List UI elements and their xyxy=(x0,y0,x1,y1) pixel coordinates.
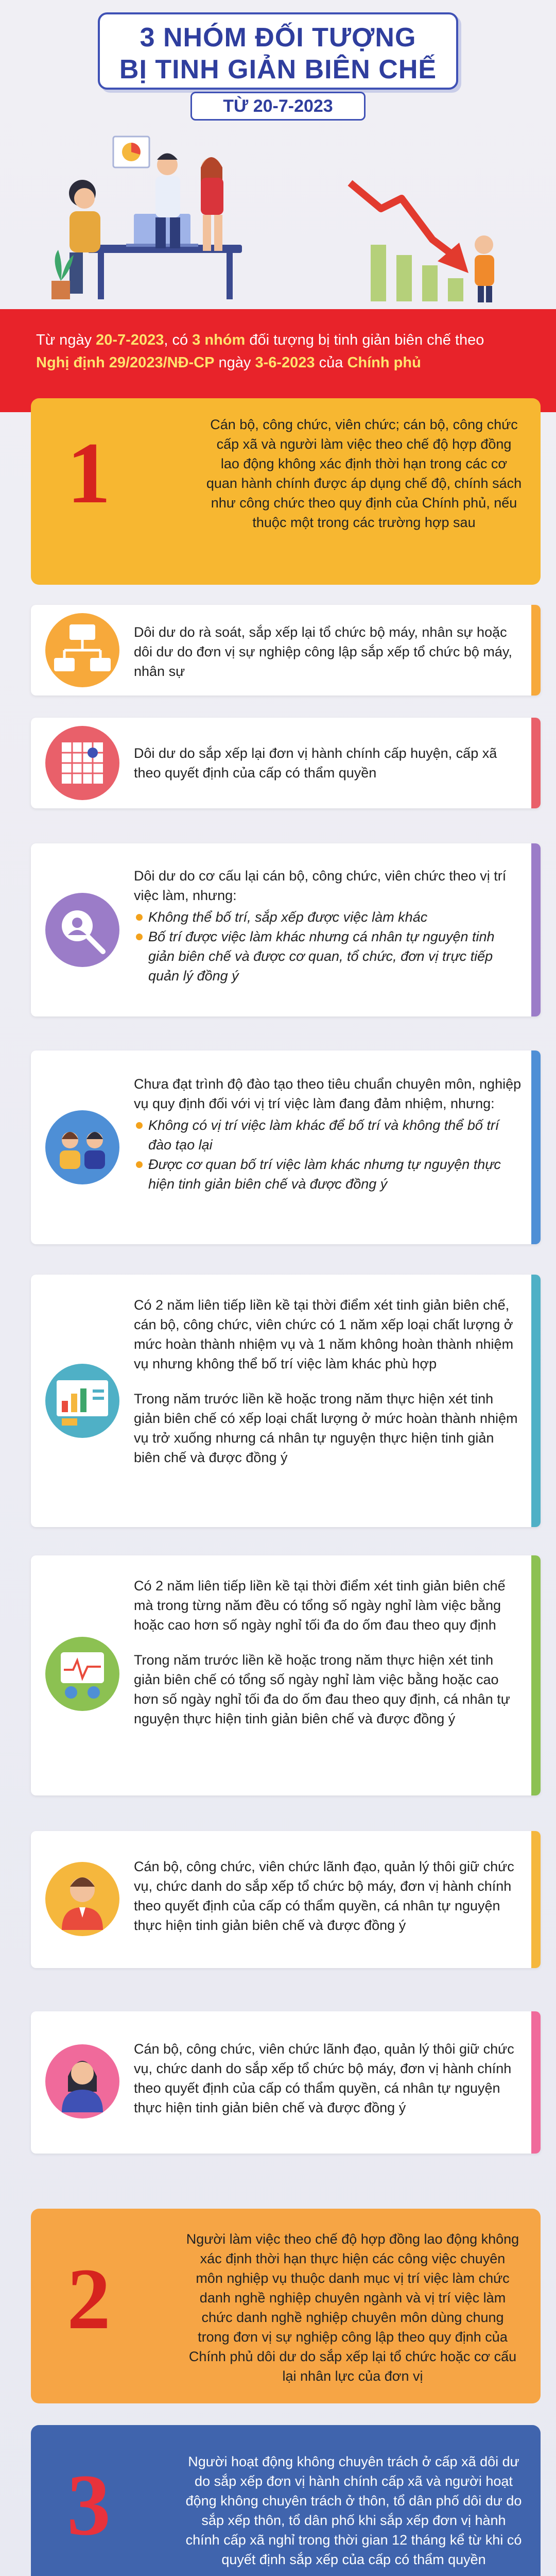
case-body xyxy=(134,1074,523,1194)
case-text: Dôi dư do rà soát, sắp xếp lại tổ chức bộ máy, nhân sự hoặc dôi dư do đơn vị sự nghiệp công lập sắp xếp tổ chức bộ máy, nhân sự xyxy=(134,624,512,679)
card-tab xyxy=(531,1831,541,1968)
case-card-8 xyxy=(31,2011,541,2154)
intro-text: của xyxy=(315,354,348,371)
group-1-card xyxy=(31,398,541,585)
case-body xyxy=(134,1576,523,1728)
group-number: 3 xyxy=(67,2456,111,2553)
card-tab xyxy=(531,1555,541,1795)
intro-text: , có xyxy=(164,332,193,348)
header xyxy=(0,0,556,309)
group-text: Người làm việc theo chế độ hợp đồng lao động không xác định thời hạn thực hiện các công việc chuyên môn nghiệp vụ thuộc danh mục vị trí việc làm chức danh nghề nghiệp chuyên ngành và vị trí việc làm chức danh nghề nghiệp chuyên môn dùng chung trong đơn vị sự nghiệp công lập theo quy định của Chính phủ dôi dư do sắp xếp lại tổ chức hoặc cơ cấu lại nhân lực của đơn vị xyxy=(186,2231,519,2384)
intro-date-highlight: 20-7-2023 xyxy=(96,332,164,348)
case-text: Chưa đạt trình độ đào tạo theo tiêu chuẩn chuyên môn, nghiệp vụ quy định đối với vị trí việc làm đang đảm nhiệm, nhưng: xyxy=(134,1076,522,1111)
card-tab xyxy=(531,1050,541,1244)
intro-text: đối tượng bị tinh giản biên chế theo xyxy=(245,332,484,348)
group-2-card xyxy=(31,2209,541,2403)
job-search-icon xyxy=(41,889,124,971)
case-card-1 xyxy=(31,605,541,696)
group-number: 2 xyxy=(67,2250,111,2347)
case-text: Dôi dư do sắp xếp lại đơn vị hành chính cấp huyện, cấp xã theo quyết định của cấp có thẩm quyền xyxy=(134,745,497,781)
bullet-item: Không thể bố trí, sắp xếp được việc làm khác xyxy=(134,907,523,927)
card-tab xyxy=(531,718,541,808)
bullet-item: Bố trí được việc làm khác nhưng cá nhân tự nguyện tinh giản biên chế và được cơ quan, tổ chức, đơn vị trực tiếp quản lý đồng ý xyxy=(134,927,523,986)
card-tab xyxy=(531,2011,541,2154)
case-text: Cán bộ, công chức, viên chức lãnh đạo, quản lý thôi giữ chức vụ, chức danh do sắp xếp tổ chức bộ máy, đơn vị hành chính theo quyết định của cấp có thẩm quyền, cá nhân tự nguyện thực hiện tinh giản biên chế và được đồng ý xyxy=(134,1859,514,1933)
leader-male-icon xyxy=(41,1858,124,1940)
group-number: 1 xyxy=(67,425,111,521)
card-tab xyxy=(531,843,541,1016)
case-body xyxy=(134,866,523,986)
case-card-5 xyxy=(31,1275,541,1527)
medical-chart-icon xyxy=(41,1633,124,1715)
case-card-2 xyxy=(31,718,541,808)
intro-text: Từ ngày xyxy=(36,332,96,348)
case-text: Dôi dư do cơ cấu lại cán bộ, công chức, viên chức theo vị trí việc làm, nhưng: xyxy=(134,868,507,903)
case-body xyxy=(134,1295,523,1467)
bullet-item: Được cơ quan bố trí việc làm khác nhưng tự nguyện thực hiện tinh giản biên chế và được đồng ý xyxy=(134,1155,523,1194)
intro-issuer: Chính phủ xyxy=(347,354,421,371)
group-3-card xyxy=(31,2425,541,2576)
card-tab xyxy=(531,605,541,696)
intro-text: ngày xyxy=(214,354,255,371)
case-text: Cán bộ, công chức, viên chức lãnh đạo, quản lý thôi giữ chức vụ, chức danh do sắp xếp tổ chức bộ máy, đơn vị hành chính theo quyết định của cấp có thẩm quyền, cá nhân tự nguyện thực hiện tinh giản biên chế và được đồng ý xyxy=(134,2041,514,2115)
case-paragraph: Trong năm trước liền kề hoặc trong năm thực hiện xét tinh giản biên chế có tổng số ngày nghỉ làm việc bằng hoặc cao hơn số ngày nghỉ tối đa do ốm đau theo quy định, cá nhân tự nguyện thực hiện tinh giản biên chế và được đồng ý xyxy=(134,1652,510,1726)
case-card-6 xyxy=(31,1555,541,1795)
city-map-icon xyxy=(41,722,124,804)
case-paragraph: Có 2 năm liên tiếp liền kề tại thời điểm xét tinh giản biên chế, cán bộ, công chức, viên chức có 1 năm xếp loại chất lượng ở mức hoàn thành nhiệm vụ và 1 năm không hoàn thành nhiệm vụ nhưng không thể bố trí việc làm khác phù hợp xyxy=(134,1297,514,1371)
case-card-3 xyxy=(31,843,541,1016)
teacher-students-icon xyxy=(41,1106,124,1189)
office-team-illustration xyxy=(41,126,515,307)
case-card-4 xyxy=(31,1050,541,1244)
case-paragraph: Có 2 năm liên tiếp liền kề tại thời điểm xét tinh giản biên chế mà trong từng năm đều có tổng số ngày nghỉ làm việc bằng hoặc cao hơn số ngày nghỉ tối đa do ốm đau theo quy định xyxy=(134,1578,506,1633)
bullet-item: Không có vị trí việc làm khác để bố trí và không thể bố trí đào tạo lại xyxy=(134,1115,523,1155)
case-paragraph: Trong năm trước liền kề hoặc trong năm thực hiện xét tinh giản biên chế có xếp loại chất lượng ở mức hoàn thành nhiệm vụ trở xuống nhưng cá nhân tự nguyện thực hiện tinh giản biên chế và được đồng ý xyxy=(134,1391,518,1465)
bullet-list xyxy=(134,1115,523,1194)
intro-banner xyxy=(0,309,556,412)
leader-female-icon xyxy=(41,2040,124,2123)
evaluation-board-icon xyxy=(41,1360,124,1442)
group-text: Người hoạt động không chuyên trách ở cấp xã dôi dư do sắp xếp đơn vị hành chính cấp xã và người hoạt động không chuyên trách ở thôn, tổ dân phố dôi dư do sắp xếp thôn, tổ dân phố khi sắp xếp đơn vị hành chính cấp xã nghỉ trong thời gian 12 tháng kể từ khi có quyết định sắp xếp của cấp có thẩm quyền xyxy=(185,2454,522,2567)
title-line-1: 3 NHÓM ĐỐI TƯỢNG xyxy=(140,23,416,53)
effective-date-badge: TỪ 20-7-2023 xyxy=(190,92,366,121)
bullet-list xyxy=(134,907,523,986)
title-box xyxy=(98,12,458,90)
case-card-7 xyxy=(31,1831,541,1968)
group-text: Cán bộ, công chức, viên chức; cán bộ, công chức cấp xã và người làm việc theo chế độ hợp đồng lao động không xác định thời hạn trong các cơ quan hành chính được áp dụng chế độ, chính sách như công chức theo quy định của Chính phủ, nếu thuộc một trong các trường hợp sau xyxy=(206,417,522,530)
org-structure-icon xyxy=(41,609,124,691)
intro-decree-date: 3-6-2023 xyxy=(255,354,315,371)
intro-decree: Nghị định 29/2023/NĐ-CP xyxy=(36,354,215,371)
intro-group-count: 3 nhóm xyxy=(192,332,246,348)
title-line-2: BỊ TINH GIẢN BIÊN CHẾ xyxy=(119,55,437,84)
card-tab xyxy=(531,1275,541,1527)
declining-chart-illustration xyxy=(350,183,494,302)
